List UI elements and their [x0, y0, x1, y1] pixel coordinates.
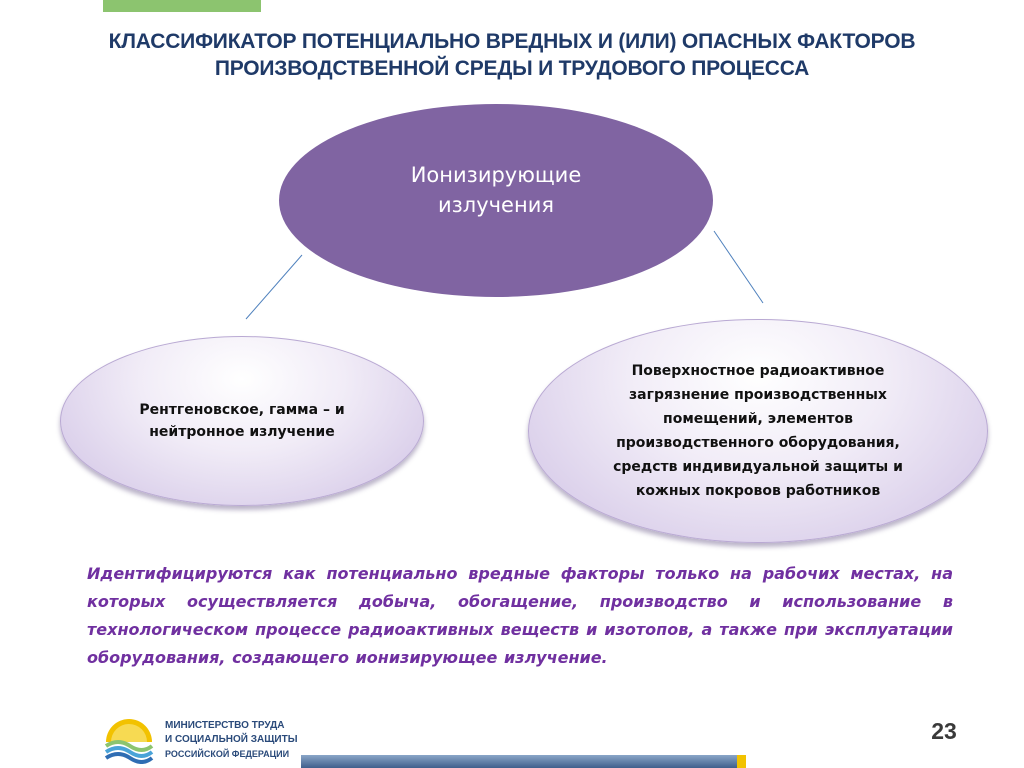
node-surface-contamination-label: Поверхностное радиоактивное загрязнение производственных помещений, элементов производственного оборудования, средств индивидуальной защиты и кожных покровов работников [613, 363, 903, 499]
ministry-name-line-1: МИНИСТЕРСТВО ТРУДА [165, 720, 285, 731]
connector-left [246, 255, 302, 319]
ministry-name [165, 719, 298, 761]
slide-title-line-1: КЛАССИФИКАТОР ПОТЕНЦИАЛЬНО ВРЕДНЫХ И (ИЛИ) ОПАСНЫХ ФАКТОРОВ [108, 30, 916, 53]
ministry-emblem-icon [104, 712, 154, 764]
identification-note: Идентифицируются как потенциально вредные факторы только на рабочих местах, на которых осуществляется добыча, обогащение, производство и использование в технологическом процессе радиоактивных веществ и изотопов, а также при эксплуатации оборудования, создающего ионизирующее излучение. [87, 564, 953, 667]
slide-title-line-2: ПРОИЗВОДСТВЕННОЙ СРЕДЫ И ТРУДОВОГО ПРОЦЕССА [214, 57, 810, 80]
bottom-bar-accent [737, 755, 746, 768]
node-ionizing-radiation-label: Ионизирующие излучения [410, 162, 582, 217]
ministry-name-line-2: И СОЦИАЛЬНОЙ ЗАЩИТЫ [165, 734, 298, 745]
node-ionizing-radiation [279, 104, 713, 297]
node-xray-gamma-neutron-label: Рентгеновское, гамма – и нейтронное излучение [139, 402, 345, 440]
page-number: 23 [931, 718, 957, 744]
ministry-name-line-3: РОССИЙСКОЙ ФЕДЕРАЦИИ [165, 749, 290, 759]
connector-right [714, 231, 763, 303]
bottom-bar [301, 755, 737, 768]
node-xray-gamma-neutron [60, 336, 424, 506]
node-surface-contamination [528, 319, 988, 543]
